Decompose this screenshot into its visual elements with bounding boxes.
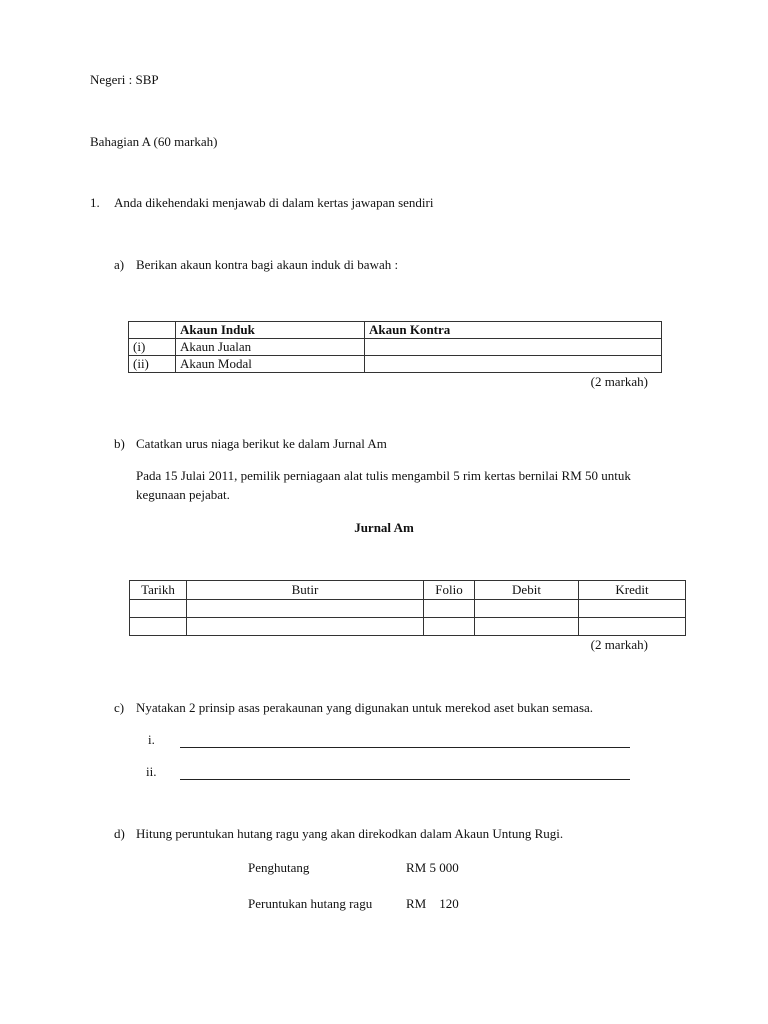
table-row	[129, 356, 662, 373]
table-header-row	[129, 322, 662, 339]
table-cell	[424, 600, 475, 618]
part-b	[114, 436, 387, 452]
part-c-item-2	[146, 764, 630, 780]
item-label: Penghutang	[248, 860, 310, 875]
part-a-label: a)	[114, 257, 125, 272]
table-cell	[579, 618, 686, 636]
table-cell	[130, 600, 187, 618]
answer-line	[180, 735, 630, 748]
part-a-text: Berikan akaun kontra bagi akaun induk di bawah :	[136, 257, 399, 272]
answer-line	[180, 767, 630, 780]
item-number: ii.	[146, 764, 157, 779]
question-1	[90, 195, 433, 211]
table-cell	[475, 618, 579, 636]
part-d-item-1	[248, 860, 459, 876]
table-cell: Akaun Modal	[176, 356, 365, 373]
question-number: 1.	[90, 195, 100, 210]
part-b-paragraph-line-1: Pada 15 Julai 2011, pemilik perniagaan alat tulis mengambil 5 rim kertas bernilai RM 50 untuk	[136, 468, 631, 483]
part-b-label: b)	[114, 436, 125, 451]
table-row	[129, 339, 662, 356]
table-cell	[475, 600, 579, 618]
item-label: Peruntukan hutang ragu	[248, 896, 373, 911]
part-c-text: Nyatakan 2 prinsip asas perakaunan yang digunakan untuk merekod aset bukan semasa.	[136, 700, 594, 715]
part-d	[114, 826, 563, 842]
part-c-label: c)	[114, 700, 125, 715]
item-value: RM 120	[406, 896, 459, 911]
item-number: i.	[148, 732, 155, 747]
table-cell	[130, 618, 187, 636]
table-cell	[365, 356, 662, 373]
part-b-marks: (2 markah)	[590, 637, 648, 652]
table-header-row	[130, 581, 686, 600]
table-cell: Akaun Jualan	[176, 339, 365, 356]
contra-account-table	[128, 321, 662, 373]
journal-title: Jurnal Am	[354, 520, 414, 535]
part-a	[114, 257, 398, 273]
journal-table	[129, 580, 686, 636]
table-cell	[579, 600, 686, 618]
table-header-cell: Butir	[187, 581, 424, 600]
table-row	[130, 618, 686, 636]
part-c-item-1	[148, 732, 630, 748]
part-d-label: d)	[114, 826, 125, 841]
part-b-paragraph-line-2: kegunaan pejabat.	[136, 487, 230, 502]
table-header-cell: Tarikh	[130, 581, 187, 600]
item-value: RM 5 000	[406, 860, 459, 875]
part-c	[114, 700, 593, 716]
table-header-cell	[129, 322, 176, 339]
negeri-label: Negeri : SBP	[90, 72, 159, 87]
table-header-cell: Kredit	[579, 581, 686, 600]
table-cell	[424, 618, 475, 636]
question-text: Anda dikehendaki menjawab di dalam kertas jawapan sendiri	[114, 195, 434, 210]
table-header-cell: Debit	[475, 581, 579, 600]
part-a-marks: (2 markah)	[590, 374, 648, 389]
table-header-cell: Akaun Kontra	[365, 322, 662, 339]
table-header-cell: Akaun Induk	[176, 322, 365, 339]
table-row	[130, 600, 686, 618]
part-b-text: Catatkan urus niaga berikut ke dalam Jurnal Am	[136, 436, 387, 451]
table-cell	[187, 600, 424, 618]
table-cell	[187, 618, 424, 636]
part-d-text: Hitung peruntukan hutang ragu yang akan direkodkan dalam Akaun Untung Rugi.	[136, 826, 564, 841]
table-header-cell: Folio	[424, 581, 475, 600]
table-cell: (i)	[129, 339, 176, 356]
table-cell	[365, 339, 662, 356]
section-title: Bahagian A (60 markah)	[90, 134, 218, 149]
part-d-item-2	[248, 896, 459, 912]
table-cell: (ii)	[129, 356, 176, 373]
